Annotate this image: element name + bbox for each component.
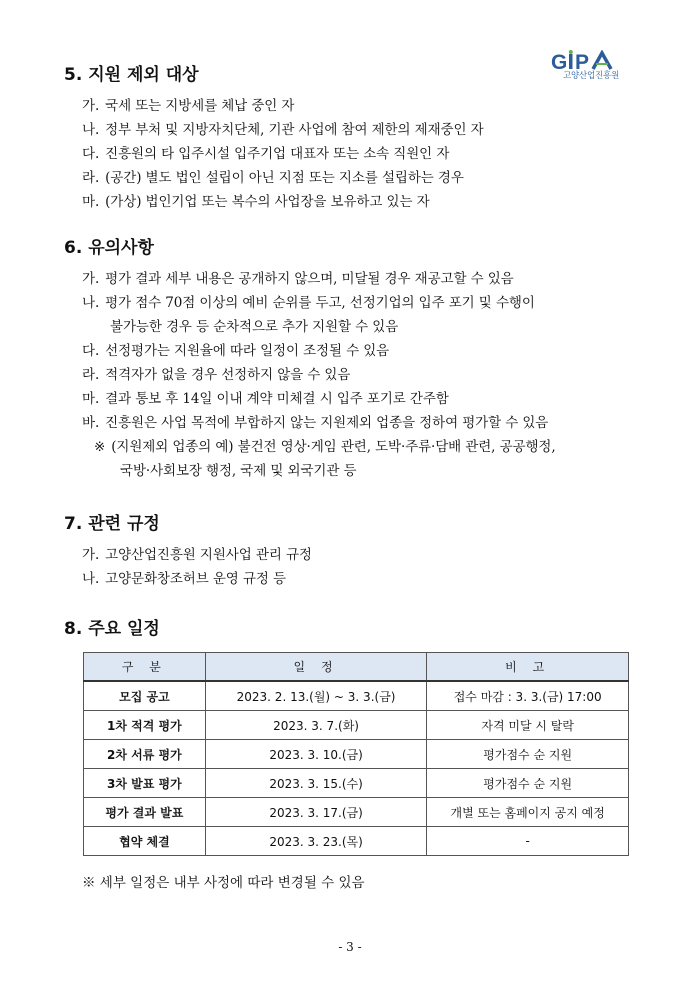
list-item: 나. 평가 점수 70점 이상의 예비 순위를 두고, 선정기업의 입주 포기 및 수행이	[82, 295, 535, 311]
row-note: -	[427, 827, 629, 856]
row-note: 평가점수 순 지원	[427, 740, 629, 769]
section-7	[64, 512, 654, 591]
section-5	[64, 63, 654, 214]
row-label: 1차 적격 평가	[84, 711, 206, 740]
list-item: 다. 진흥원의 타 입주시설 입주기업 대표자 또는 소속 직원인 자	[82, 146, 450, 162]
row-note: 자격 미달 시 탈락	[427, 711, 629, 740]
row-note: 개별 또는 홈페이지 공지 예정	[427, 798, 629, 827]
section-7-title: 7. 관련 규정	[64, 514, 160, 534]
section-6	[64, 236, 654, 483]
section-6-title: 6. 유의사항	[64, 238, 154, 258]
list-item: 라. 적격자가 없을 경우 선정하지 않을 수 있음	[82, 367, 351, 383]
svg-text:P: P	[575, 51, 590, 72]
table-row	[84, 681, 629, 711]
list-item: 마. 결과 통보 후 14일 이내 계약 미체결 시 입주 포기로 간주함	[82, 391, 449, 407]
row-note: 접수 마감 : 3. 3.(금) 17:00	[427, 681, 629, 711]
page-number: - 3 -	[338, 940, 362, 954]
section-8-title: 8. 주요 일정	[64, 619, 160, 639]
row-label: 모집 공고	[84, 681, 206, 711]
table-row	[84, 769, 629, 798]
note-item-continuation: 국방·사회보장 행정, 국제 및 외국기관 등	[120, 463, 357, 479]
row-date: 2023. 2. 13.(월) ~ 3. 3.(금)	[205, 681, 427, 711]
list-item: 다. 선정평가는 지원율에 따라 일정이 조정될 수 있음	[82, 343, 390, 359]
section-5-title: 5. 지원 제외 대상	[64, 65, 199, 85]
list-item: 바. 진흥원은 사업 목적에 부합하지 않는 지원제외 업종을 정하여 평가할 수 있음	[82, 415, 549, 431]
table-row	[84, 827, 629, 856]
row-label: 3차 발표 평가	[84, 769, 206, 798]
row-date: 2023. 3. 17.(금)	[205, 798, 427, 827]
schedule-table	[83, 652, 629, 856]
list-item: 라. (공간) 별도 법인 설립이 아닌 지점 또는 지소를 설립하는 경우	[82, 170, 464, 186]
section-8	[64, 617, 654, 648]
list-item: 나. 정부 부처 및 지방자치단체, 기관 사업에 참여 제한의 제재중인 자	[82, 122, 484, 138]
org-name: 고양산업진흥원	[563, 71, 620, 81]
list-item: 나. 고양문화창조허브 운영 규정 등	[82, 571, 286, 587]
svg-text:G: G	[551, 51, 568, 72]
row-label: 협약 체결	[84, 827, 206, 856]
row-note: 평가점수 순 지원	[427, 769, 629, 798]
row-date: 2023. 3. 10.(금)	[205, 740, 427, 769]
list-item: 가. 평가 결과 세부 내용은 공개하지 않으며, 미달될 경우 재공고할 수 있음	[82, 271, 514, 287]
row-label: 평가 결과 발표	[84, 798, 206, 827]
column-header-note: 비 고	[427, 653, 629, 682]
row-label: 2차 서류 평가	[84, 740, 206, 769]
table-row	[84, 798, 629, 827]
list-item: 가. 국세 또는 지방세를 체납 중인 자	[82, 98, 295, 114]
note-item: ※ (지원제외 업종의 예) 불건전 영상·게임 관련, 도박·주류·담배 관련, 공공행정,	[94, 439, 556, 455]
table-header-row	[84, 653, 629, 682]
list-item: 가. 고양산업진흥원 지원사업 관리 규정	[82, 547, 312, 563]
row-date: 2023. 3. 23.(목)	[205, 827, 427, 856]
list-item: 마. (가상) 법인기업 또는 복수의 사업장을 보유하고 있는 자	[82, 194, 430, 210]
list-item-continuation: 불가능한 경우 등 순차적으로 추가 지원할 수 있음	[110, 319, 399, 335]
schedule-footnote: ※ 세부 일정은 내부 사정에 따라 변경될 수 있음	[82, 875, 365, 891]
row-date: 2023. 3. 7.(화)	[205, 711, 427, 740]
table-row	[84, 740, 629, 769]
row-date: 2023. 3. 15.(수)	[205, 769, 427, 798]
column-header-date: 일 정	[205, 653, 427, 682]
column-header-category: 구 분	[84, 653, 206, 682]
table-row	[84, 711, 629, 740]
